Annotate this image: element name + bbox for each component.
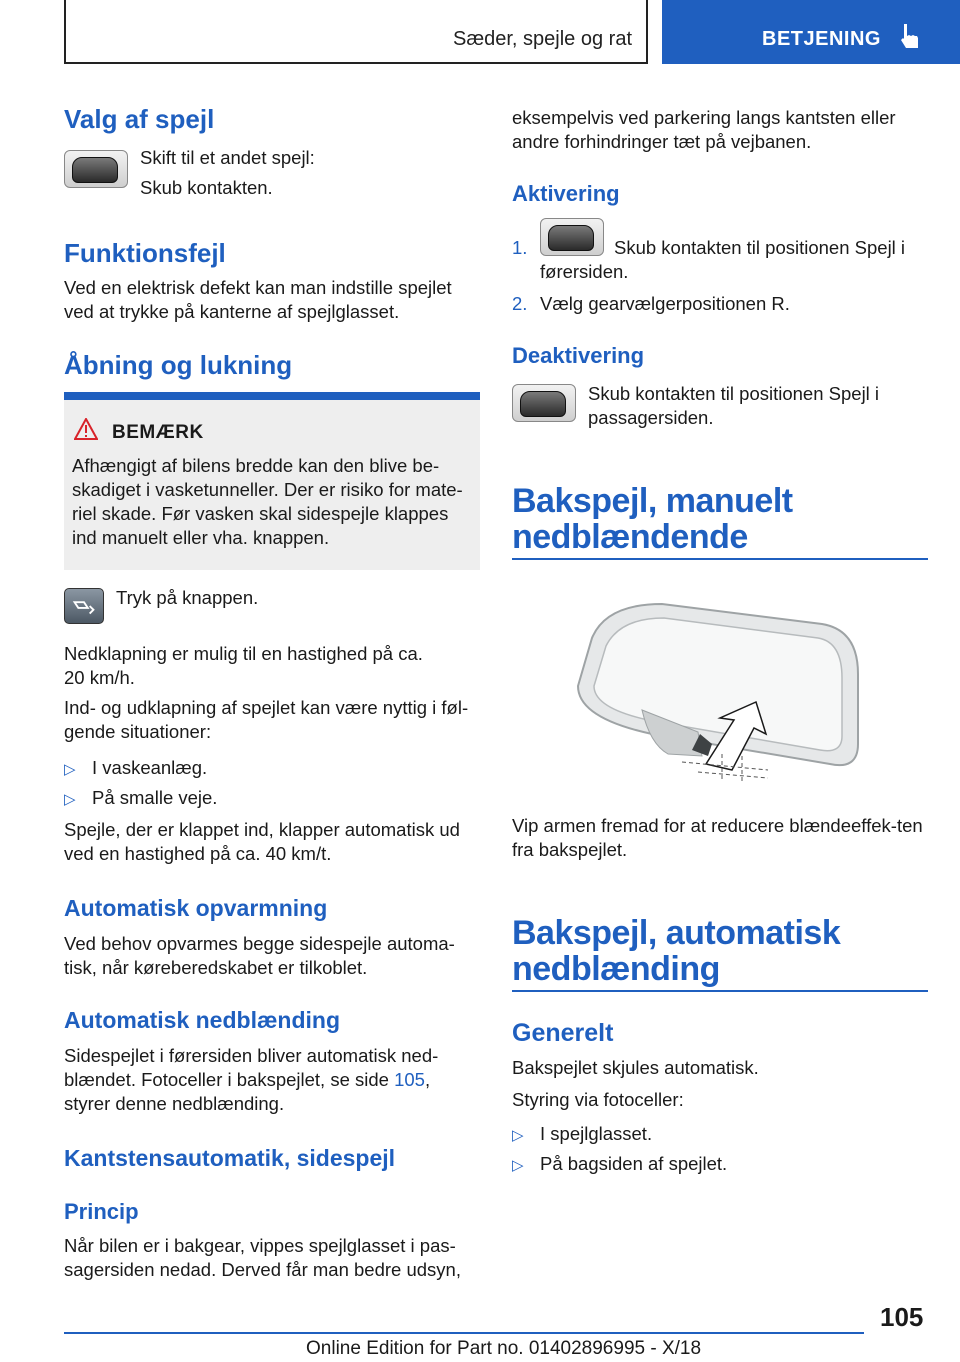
valg-line-1: Skift til et andet spejl: [140, 147, 315, 168]
fold-mirror-icon [65, 589, 103, 623]
mirror-switch-image [512, 384, 576, 422]
note-title: BEMÆRK [112, 422, 204, 443]
pointing-hand-icon [898, 22, 922, 52]
nedklap-line-1: Nedklapning er mulig til en hastighed på ca. [64, 643, 423, 664]
valg-line-2: Skub kontakten. [140, 177, 273, 198]
generelt-text: Bakspejlet skjules automatisk. [512, 1057, 759, 1078]
aktivering-heading: Aktivering [512, 181, 620, 206]
footer-rule [64, 1332, 864, 1334]
note-accent-bar [64, 392, 480, 400]
header-chapter-title: BETJENING [762, 28, 881, 50]
princip-heading: Princip [64, 1199, 139, 1224]
bullet-icon: ▷ [512, 1157, 524, 1174]
princip-text: Når bilen er i bakgear, vippes spejlglasset i pas-sagersiden nedad. Derved får man bedre udsyn, [64, 1235, 461, 1280]
step-1-number: 1. [512, 237, 528, 258]
automatisk-heading-line-1: Bakspejl, automatisk [512, 914, 841, 952]
manuelt-heading-line-2: nedblændende [512, 518, 748, 556]
opvarmning-heading: Automatisk opvarmning [64, 895, 328, 921]
page-number: 105 [880, 1302, 924, 1332]
step-2-text: Vælg gearvælgerpositionen R. [540, 293, 790, 314]
section-rule [512, 990, 928, 992]
section-rule [512, 558, 928, 560]
generelt-heading: Generelt [512, 1019, 614, 1047]
rearview-mirror-illustration [572, 594, 864, 784]
header-chapter-tab [662, 0, 960, 64]
kantsten-heading: Kantstensautomatik, sidespejl [64, 1145, 396, 1171]
valg-heading: Valg af spejl [64, 104, 215, 134]
step-2 [512, 292, 790, 316]
step-2-number: 2. [512, 293, 528, 314]
list-item-text: I vaskeanlæg. [92, 757, 208, 778]
list-item [64, 756, 207, 782]
footer-edition: Online Edition for Part no. 01402896995 - X/18 [306, 1338, 702, 1359]
nedklap-line-2: 20 km/h. [64, 667, 135, 688]
nedblaending-heading: Automatisk nedblænding [64, 1007, 340, 1033]
list-item-text: I spejlglasset. [540, 1123, 653, 1144]
bullet-icon: ▷ [64, 791, 76, 808]
funktionsfejl-heading: Funktionsfejl [64, 238, 226, 268]
list-item [512, 1122, 652, 1148]
bullet-icon: ▷ [64, 761, 76, 778]
aabning-heading: Åbning og lukning [64, 350, 293, 380]
deaktivering-text: Skub kontakten til positionen Spejl i passagersiden. [588, 383, 880, 428]
styring-text: Styring via fotoceller: [512, 1089, 684, 1110]
opvarmning-text: Ved behov opvarmes begge sidespejle automa-tisk, når køreberedskabet er tilkoblet. [64, 933, 455, 978]
bullet-icon: ▷ [512, 1127, 524, 1144]
fold-mirror-button-image [64, 588, 104, 624]
warning-note [64, 392, 480, 570]
nedblaending-text [64, 1044, 480, 1116]
deaktivering-heading: Deaktivering [512, 343, 645, 368]
warning-triangle-icon [74, 418, 98, 440]
list-item [64, 786, 217, 812]
continued-text: eksempelvis ved parkering langs kantsten eller andre forhindringer tæt på vejbanen. [512, 107, 896, 152]
page-reference-link[interactable]: 105 [394, 1069, 425, 1090]
step-1-text: Skub kontakten til positionen Spejl i førersiden. [540, 237, 906, 282]
manuelt-heading-line-1: Bakspejl, manuelt [512, 482, 793, 520]
automatisk-heading-line-2: nedblænding [512, 950, 720, 988]
funktionsfejl-text: Ved en elektrisk defekt kan man indstille spejlet ved at trykke på kanterne af spejlglasset. [64, 277, 452, 322]
tryk-text: Tryk på knappen. [116, 587, 259, 608]
list-item [512, 1152, 727, 1178]
nedblaending-text-a: Sidespejlet i førersiden bliver automatisk ned-blændet. Fotoceller i bakspejlet, se side [64, 1045, 439, 1090]
nedblaending-text-b: , styrer denne nedblænding. [64, 1069, 431, 1114]
note-text: Afhængigt af bilens bredde kan den blive be-skadiget i vasketunneller. Der er risiko for mate-riel skade. Før vasken skal sidespejle klappes ind manuelt eller vha. knappen. [72, 455, 463, 548]
list-item-text: På bagsiden af spejlet. [540, 1153, 728, 1174]
spejle-text: Spejle, der er klappet ind, klapper automatisk ud ved en hastighed på ca. 40 km/t. [64, 819, 460, 864]
list-item-text: På smalle veje. [92, 787, 218, 808]
vip-text: Vip armen fremad for at reducere blændeeffek-ten fra bakspejlet. [512, 815, 923, 860]
header-section-title: Sæder, spejle og rat [453, 28, 632, 50]
header-section-box [64, 0, 648, 64]
mirror-switch-image [64, 150, 128, 188]
indud-text: Ind- og udklapning af spejlet kan være nyttig i føl-gende situationer: [64, 697, 469, 742]
